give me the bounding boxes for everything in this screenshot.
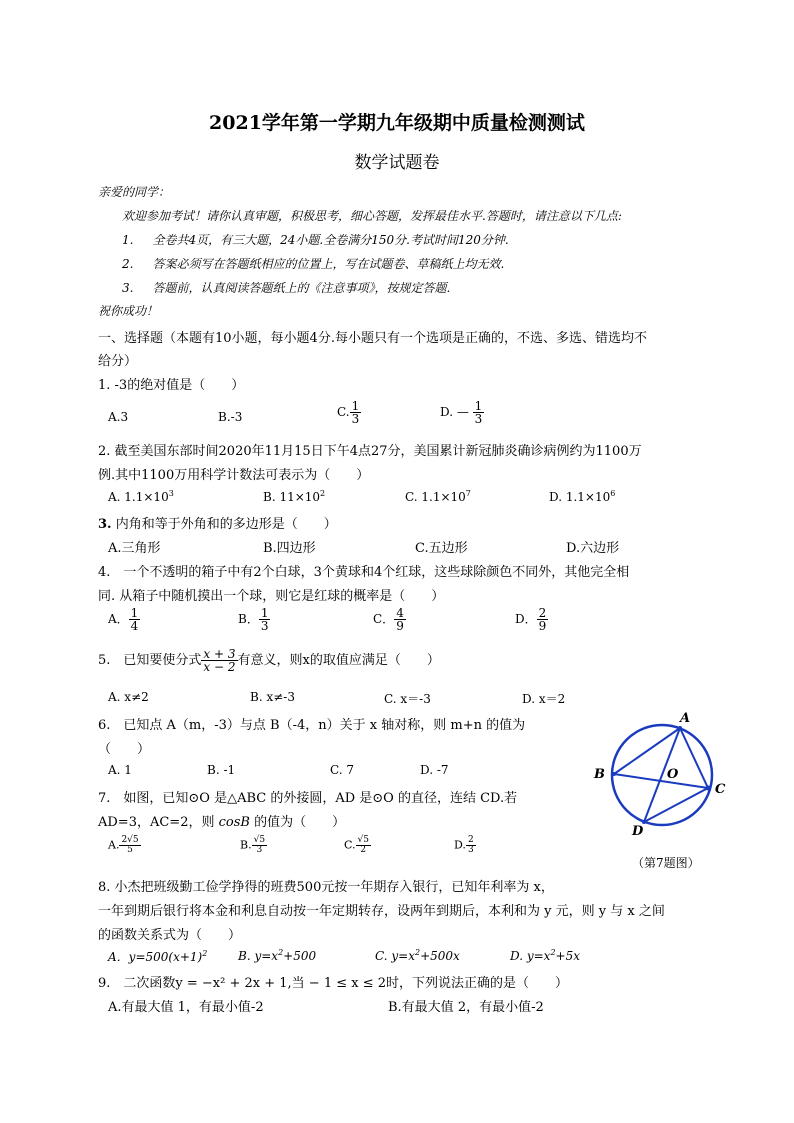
denominator: 5	[127, 845, 133, 855]
fraction	[119, 836, 140, 855]
label-d: D	[632, 824, 644, 838]
fraction	[350, 400, 362, 425]
option-label: B.	[240, 838, 252, 852]
q9-option-a: A.有最大值 1，有最小值-2	[108, 1000, 264, 1015]
numerator: 2√5	[121, 835, 139, 845]
q6-option-c: C. 7	[330, 763, 355, 777]
question-text: 有意义，则x的取值应满足（ ）	[237, 653, 440, 668]
option-text: A．y=500(x+1)	[108, 950, 203, 964]
q2-stem-line2: 例.其中1100万用科学计数法可表示为（ ）	[98, 468, 370, 483]
section-heading-cont: 给分）	[98, 354, 138, 369]
denominator: 3	[260, 619, 269, 633]
option-text: +500x	[420, 949, 460, 963]
page-title: 2021学年第一学期九年级期中质量检测测试	[209, 112, 585, 134]
option-label: A．	[108, 612, 129, 626]
point-a	[678, 726, 682, 730]
note-text: 答题前，认真阅读答题纸上的《注意事项》，按规定答题.	[152, 281, 451, 295]
q1-option-b: B.-3	[218, 410, 243, 424]
q8-option-c	[375, 948, 460, 963]
note-text: 答案必须写在答题纸相应的位置上，写在试题卷、草稿纸上均无效.	[152, 257, 505, 271]
point-c	[706, 786, 711, 791]
q5-stem	[98, 648, 440, 673]
numerator: 1	[474, 399, 483, 413]
figure-caption: （第7题图）	[632, 856, 700, 870]
label-c: C	[715, 782, 726, 797]
q3-option-d: D.六边形	[566, 541, 620, 556]
fraction	[394, 607, 406, 632]
numerator: x + 3	[203, 647, 236, 661]
q8-option-b	[238, 948, 316, 963]
label-o: O	[667, 767, 679, 782]
q1-stem: 1. -3的绝对值是（ ）	[98, 378, 245, 393]
denominator: 3	[474, 412, 483, 426]
q1-option-d	[440, 400, 484, 425]
q2-option-d	[549, 489, 615, 504]
option-text: +5x	[555, 949, 580, 963]
denominator: 4	[130, 619, 139, 633]
label-a: A	[680, 711, 691, 726]
numerator: 2	[467, 835, 474, 845]
q8-option-a	[108, 948, 207, 965]
question-text: AD=3，AC=2，则	[98, 815, 219, 830]
q5-option-b: B. x≠-3	[250, 690, 295, 704]
option-label: C.	[337, 405, 350, 419]
section-heading: 一、选择题（本题有10小题，每小题4分.每小题只有一个选项是正确的，不选、多选、错选均不	[98, 331, 647, 346]
q4-option-b	[238, 607, 270, 632]
intro-note-3	[122, 279, 450, 296]
denominator: 3	[256, 845, 263, 855]
intro-greeting: 亲爱的同学：	[98, 185, 171, 199]
exponent: 2	[320, 489, 326, 498]
q6-option-b: B. -1	[207, 763, 236, 777]
q5-option-a: A. x≠2	[108, 690, 149, 704]
numerator: 1	[351, 399, 360, 413]
q4-option-a	[108, 607, 140, 632]
q2-option-b	[263, 489, 325, 504]
note-number: 3.	[122, 281, 134, 295]
denominator: 9	[538, 619, 547, 633]
numerator: 2	[538, 606, 547, 620]
denominator: 9	[396, 619, 404, 633]
exponent: 3	[168, 489, 174, 498]
q4-stem-line2: 同. 从箱子中随机摸出一个球，则它是红球的概率是（ ）	[98, 589, 445, 604]
option-label: C.	[344, 838, 356, 852]
q3-option-c: C.五边形	[415, 541, 468, 556]
exponent: 2	[278, 948, 284, 957]
q2-stem-line1: 2. 截至美国东部时间2020年11月15日下午4点27分，美国累计新冠肺炎确诊病例约为1100万	[98, 444, 642, 459]
q2-option-c	[405, 489, 471, 504]
numerator: 1	[260, 606, 269, 620]
question-text: 5. 已知要使分式	[98, 653, 202, 668]
segment-cd	[644, 788, 708, 822]
denominator: 2	[360, 845, 367, 855]
q7-stem-line1: 7. 如图，已知⊙O 是△ABC 的外接圆，AD 是⊙O 的直径，连结 CD.若	[98, 791, 518, 806]
q4-option-c	[373, 607, 406, 632]
exponent: 2	[550, 948, 556, 957]
q9-stem: 9. 二次函数y = −x² + 2x + 1,当 − 1 ≤ x ≤ 2时，下列说法正确的是（ ）	[98, 976, 569, 991]
note-text: 全卷共4页，有三大题，24小题.全卷满分150分.考试时间120分钟.	[152, 233, 509, 247]
exponent: 2	[414, 948, 421, 957]
math-term: cosB	[218, 815, 250, 830]
exponent: 7	[465, 489, 471, 498]
q7-option-d	[454, 836, 476, 855]
fraction	[537, 607, 549, 632]
q8-stem-line2: 一年到期后银行将本金和利息自动按一年定期转存，设两年到期后，本利和为 y 元，则 y 与 x 之间	[98, 904, 665, 919]
q1-option-c	[337, 400, 361, 425]
denominator: 3	[351, 412, 360, 426]
q8-stem-line3: 的函数关系式为（ ）	[98, 928, 242, 943]
circle-diagram	[590, 708, 740, 838]
intro-welcome: 欢迎参加考试！请你认真审题，积极思考，细心答题，发挥最佳水平.答题时，请注意以下几点:	[122, 209, 622, 223]
option-label: A.	[108, 838, 120, 852]
q3-stem	[98, 513, 337, 532]
q6-stem-line1: 6. 已知点 A（m，-3）与点 B（-4，n）关于 x 轴对称，则 m+n 的值为	[98, 718, 526, 733]
page-subtitle: 数学试题卷	[354, 153, 440, 173]
fraction	[129, 607, 141, 632]
question-text: 的值为（ ）	[249, 815, 346, 830]
numerator: √5	[253, 835, 266, 845]
option-text: +500	[283, 949, 317, 963]
numerator: 4	[396, 606, 404, 620]
option-label: B．	[238, 612, 259, 626]
q7-stem-line2	[98, 811, 345, 830]
q4-option-d	[515, 607, 548, 632]
option-label: C．	[373, 612, 395, 626]
q7-option-a	[108, 836, 141, 855]
numerator: √5	[357, 835, 369, 845]
intro-closing: 祝你成功！	[98, 304, 159, 318]
q3-option-a: A.三角形	[108, 541, 161, 556]
q8-stem-line1: 8. 小杰把班级勤工俭学挣得的班费500元按一年期存入银行，已知年利率为 x，	[98, 880, 554, 895]
fraction	[201, 648, 237, 673]
q2-option-a	[108, 489, 174, 504]
option-text: B. 11×10	[263, 490, 321, 504]
option-text: C. y=x	[375, 949, 415, 963]
point-b	[612, 772, 616, 776]
note-number: 1.	[122, 233, 134, 247]
option-text: C. 1.1×10	[405, 490, 466, 504]
q5-option-d: D. x＝2	[522, 692, 566, 706]
q6-option-a: A. 1	[108, 763, 132, 777]
q7-option-c	[344, 836, 371, 855]
option-text: B. y=x	[238, 949, 279, 963]
fraction	[473, 400, 485, 425]
intro-note-2	[122, 255, 504, 272]
option-text: A. 1.1×10	[108, 490, 169, 504]
fraction	[466, 836, 476, 855]
q6-stem-line2: （ ）	[98, 742, 151, 757]
option-text: D. 1.1×10	[549, 490, 611, 504]
fraction	[356, 836, 371, 855]
fraction	[252, 836, 267, 855]
label-b: B	[594, 767, 605, 782]
fraction	[259, 607, 271, 632]
intro-note-1	[122, 231, 509, 248]
question-text: 内角和等于外角和的多边形是（ ）	[111, 517, 337, 532]
denominator: 3	[467, 845, 474, 855]
q7-option-b	[240, 836, 267, 855]
question-number: 3.	[98, 517, 112, 532]
note-number: 2.	[122, 257, 134, 271]
option-label: D.	[454, 838, 466, 852]
q6-option-d: D. -7	[420, 763, 449, 777]
q1-option-a: A.3	[108, 410, 129, 424]
q5-option-c: C. x＝-3	[384, 692, 431, 706]
numerator: 1	[130, 606, 139, 620]
q3-option-b: B.四边形	[263, 541, 316, 556]
option-label: D. —	[440, 405, 469, 419]
exponent: 6	[610, 489, 616, 498]
q8-option-d	[510, 948, 580, 963]
exponent: 2	[202, 949, 208, 958]
q9-option-b: B.有最大值 2，有最小值-2	[388, 1000, 544, 1015]
denominator: x − 2	[203, 660, 236, 674]
option-label: D．	[515, 612, 537, 626]
q4-stem-line1: 4. 一个不透明的箱子中有2个白球，3个黄球和4个红球，这些球除颜色不同外，其他完全相	[98, 565, 630, 580]
option-text: D. y=x	[510, 949, 551, 963]
